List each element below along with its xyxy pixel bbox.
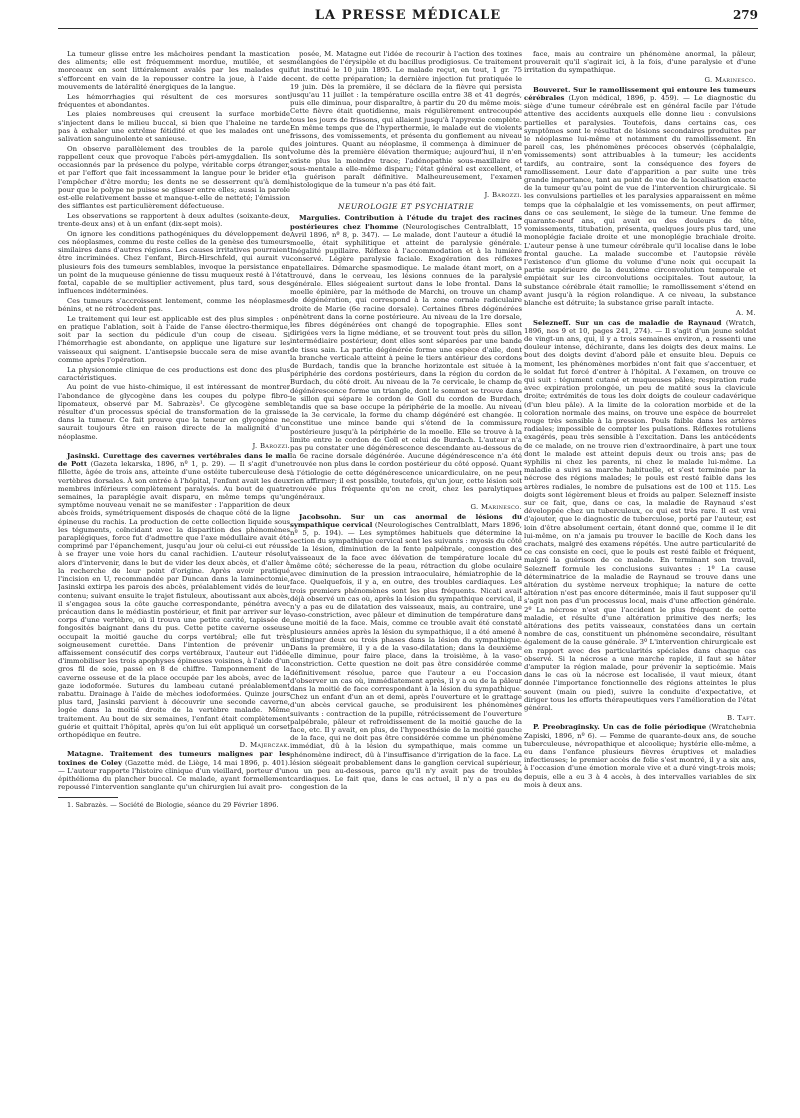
paragraph: La tumeur glisse entre les mâchoires pendant la mastication des aliments; elle est fréquemment mordue, mutilée, et ses morceaux en sont littéralement avalés par les malades qui s'efforcent en vain de la repousser contre la joue, à l'aide de mouvements de latéralité énergiques de la langue. [58,50,290,91]
paragraph: Les observations se rapportent à deux adultes (soixante-deux, trente-deux ans) et à un enfant (dix-sept mois). [58,211,290,229]
article-title: Jacobsohn. Sur un cas anormal de lésions du sympathique cervical [290,512,522,529]
column-3 [524,50,756,1100]
signature: D. Majerczak. [239,740,290,749]
signature: G. Marinesco. [704,76,756,85]
article [524,319,756,713]
paragraph: face, mais au contraire un phénomène anormal, la pâleur, prouverait qu'il s'agirait ici, à la fois, d'une paralysie et d'une irritation du sympathique. [524,50,756,75]
article-title: Matagne. Traitement des tumeurs malignes par les toxines de Coley [58,750,290,767]
article [290,513,522,792]
footnote: 1. Sabrazès. — Société de Biologie, séance du 29 Février 1896. [67,801,279,810]
paragraph: Au point de vue histo-chimique, il est intéressant de montrer l'abondance de glycogène dans les coupes du polype fibro-lipomateux, observé par M. Sabrazès¹. Ce glycogène semble résulter d'un processus spécial de transformation de la graisse dans la tumeur. Ce fait prouve que la teneur en glycogène ne saurait toujours être en raison directe de la malignité d'un néoplasme. [58,383,290,441]
page-number: 279 [732,8,758,22]
column-2 [290,50,522,1100]
article-body: (Gazeta lekarska, 1896, nº 1, p. 29). — Il s'agit d'une fillette, âgée de trois ans, atteinte d'une ostéite tuberculeuse des vertèbres dorsales. À son entrée à l'hôpital, l'enfant avait les deux membres inférieurs complètement paralysés. Au bout de quatre semaines, la paraplégie avait disparu, en même temps qu'un symptôme nouveau venait ne se manifester : l'apparition de deux abcès froids, symétriquement disposés de chaque côté de la ligne épineuse du rachis. La production de cette collection liquide sous les téguments, coïncidant avec la disparition des phénomènes paraplégiques, force fut d'admettre que l'axe médullaire avait été comprimé par l'épanchement, jusqu'au jour où celui-ci eut réussi à se frayer une voie hors du canal rachidien. L'auteur résolut alors d'intervenir, dans le but de vider les deux abcès, et d'aller à la recherche de leur point d'origine. Après avoir pratiqué l'incision en U, recommandée par Duncan dans la laminectomie, Jasinski extirpa les parois des abcès, préalablement vidés de leur contenu; suivant ensuite le trajet fistuleux, aboutissant aux abcès, il s'engagea sous la côte gauche correspondante, pénétra avec précaution dans le médiastin postérieur, et finit par arriver sur le corps d'une vertèbre, où il trouva une petite cavité, tapissée de fongosités baignant dans du pus. Cette petite caverne osseuse occupait la moitié gauche du corps vertébral; elle fut très soigneusement curettée. Dans l'intention de prévenir un affaissement consécutif des corps vertébraux, l'auteur eut l'idée d'immobiliser les trois apophyses épineuses voisines, à l'aide d'un gros fil de soie, passé en 8 de chiffre. Tamponnement de la caverne osseuse et de la place occupée par les abcès, avec de la gaze iodoformée. Sutures du lambeau cutané préalablement rabattu. Drainage à l'aide de mèches iodoformées. Quinze jours plus tard, Jasinski parvient à découvrir une seconde caverne, logée dans la moitié droite de la vertèbre malade. Même traitement. Au bout de six semaines, l'enfant était complètement guérie et quittait l'hôpital, après qu'on lui eût appliqué un corset orthopédique en feutre. [58,460,290,739]
footnote-rule [58,797,118,798]
column-1 [58,50,290,1100]
article-body: (Gazette méd. de Liège, 14 mai 1896, p. 401). — L'auteur rapporte l'histoire clinique d'un vieillard, porteur d'un épithélioma du plancher buccal. Ce malade, ayant formellement repoussé l'intervention sanglante qu'un chirurgien lui avait pro- [58,758,290,792]
section-heading: NEUROLOGIE ET PSYCHIATRIE [338,202,474,212]
article-body: (Neurologisches Centralblatt, Mars 1896, nº 5, p. 194). — Les symptômes habituels que détermine la section du sympathique cervical sont les suivants : myosis du côté de la lésion, diminution de la fente palpébrale, congestion des vaisseaux de la face avec élévation de température locale du même côté; sécheresse de la peau, rétraction du globe oculaire avec diminution de la pression intraoculaire, hémiatrophie de la face. Quelquefois, il y a, en outre, des troubles cardiaques. Les trois premiers phénomènes sont les plus fréquents. Nicati avait déjà observé un cas où, après la lésion du sympathique cervical, il n'y a pas eu de dilatation des vaisseaux, mais, au contraire, une vaso-constriction, avec pâleur et diminution de température dans une moitié de la face. Mais, comme ce trouble avait été constaté plusieurs années après la lésion du sympathique, il a été amené à distinguer deux ou trois phases dans la lésion du sympathique. Dans la première, il y a de la vaso-dilatation; dans la deuxième elle diminue, pour faire place, dans la troisième, à la vaso-constriction. Cette question ne doit pas être considérée comme définitivement résolue, parce que l'auteur a eu l'occasion d'observer un cas où, immédiatement après, il y a eu de la pâleur dans la moitié de face correspondant à la lésion du sympathique. Chez un enfant d'un an et demi, après l'ouverture et le grattage d'un abcès cervical gauche, se produisirent les phénomènes suivants : contraction de la pupille, rétrécissement de l'ouverture palpébrale, pâleur et refroidissement de la moitié gauche de la face, etc. Il y avait, en plus, de l'hypoesthésie de la moitié gauche de la face, qui ne doit pas être considérée comme un phénomène immédiat, dû à la lésion du sympathique, mais comme un phénomène indirect, dû à l'insuffisance d'irrigation de la face. La lésion siégeait probablement dans le ganglion cervical supérieur, ou un peu au-dessous, parce qu'il n'y avait pas de troubles cardiaques. Le fait que, dans le cas actuel, il n'y a pas eu de congestion de la [290,520,522,792]
paragraph: Les plaies nombreuses qui creusent la surface morbide s'injectent dans le milieu buccal, si bien que l'haleine ne tarde pas à exhaler une extrême fétidité et que les malades ont une salivation sanguinolente et sanieuse. [58,110,290,144]
signature: G. Marinesco. [470,502,522,511]
article [524,723,756,789]
article-title: P. Preobraginsky. Un cas de folie périodique [533,723,707,732]
paragraph: posée, M. Matagne eut l'idée de recourir à l'action des toxines mélangées de l'érysipèle et du bacillus prodigiosus. Ce traitement fut institué le 10 juin 1895. Le malade reçut, en tout, 1 gr. 75 cent. de cette préparation; la dernière injection fut pratiquée le 19 juin. Dès la première, il se déclara de la fièvre qui persista jusqu'au 11 juillet : la température oscilla entre 38 et 41 degrés, puis elle diminua, pour disparaître, à partir du 20 du même mois. Cette fièvre était quotidienne, mais régulièrement entrecoupée tous les jours de frissons, qui allaient jusqu'à l'apyrexie complète. En même temps que de l'hyperthermie, le malade eut de violents frissons, des vomissements, et présenta du gonflement au niveau des jointures. Quant au néoplasme, il commença à diminuer de volume dès la première élévation thermique; aujourd'hui, il n'en existe plus la moindre trace; l'adénopathie sous-maxillaire et sous-mentale a elle-même disparu; l'état général est excellent, et la guérison paraît définitive. Malheureusement, l'examen histologique de la tumeur n'a pas été fait. [290,50,522,190]
article-body: (Wratchebnia Zapiski, 1896, nº 6). — Femme de quarante-deux ans, de souche tuberculeuse, névropathique et alcoolique; hystérie elle-même, a eu dans l'enfance plusieurs fièvres éruptives et maladies infectieuses; le premier accès de folie s'est montré, il y a six ans, à l'occasion d'une émotion morale vive et a duré vingt-trois mois; depuis, elle a eu 3 à 4 accès, à des intervalles variables de six mois à deux ans. [524,723,756,789]
article [524,86,756,307]
journal-title: LA PRESSE MÉDICALE [314,8,502,23]
signature: A. M. [735,308,756,317]
paragraph: On observe parallèlement des troubles de la parole qui rappellent ceux que provoque l'abcès péri-amygdalien. Ils sont occasionnés par la présence du polype, véritable corps étranger, et par l'effort que fait incessamment la langue pour le brider et l'empêcher d'être mordu; les dents ne se desserrent qu'à demi pour que le polype ne puisse se glisser entre elles; aussi la parole est-elle relativement basse et manque-t-elle de netteté; l'émission des sifflantes est particulièrement défectueuse. [58,144,290,211]
article-title: Bouveret. Sur le ramollissement qui entoure les tumeurs cérébrales [524,85,756,103]
article-body: (Wratch, 1896, nos 9 et 10, pages 241, 274). — Il s'agit d'un jeune soldat de vingt-un ans, qui, il y a trois semaines environ, a ressenti une douleur intense, déchirante, dans les doigts des deux mains. Le bout des doigts devint d'abord pâle et ensuite bleu. Depuis ce moment, les phénomènes morbides n'ont fait que s'accentuer, et le soldat fut forcé d'entrer à l'hôpital. A l'examen, on trouve ce qui suit : tégument cutané et muqueuses pâles; respiration rude avec expiration prolongée, un peu de matité sous la clavicule droite; extrémités de tous les doix doigts de couleur cadavérique (d'un bleu pâle). A la limite de la coloration morbide et de la coloration normale des mains, on trouve une espèce de bourrelet rouge très sensible à la pression. Pouls faible dans les artères radiales; impossible de compter les pulsations. Réflexes rotuliens exagérés, peau très sensible à l'excitation. Dans les antécédents de ce malade, on ne trouve rien d'extraordinaire, à part une toux dont le malade est atteint depuis deux ou trois ans; pas de syphilis ni chez les parents, ni chez le malade lui-même. La maladie a suivi sa marche habituelle, et s'est terminée par la nécrose des régions malades; le pouls est resté faible dans les artères radiales, le nombre de pulsations est de 100 et 115. Les doigts sont légèrement bleus et froids au palper. Selezneff insiste sur ce fait, que, dans ce cas, la maladie de Raynaud s'est développée chez un tuberculeux, ce qui est très rare. Il est vrai d'ajouter, que le diagnostic de tuberculose, porté par l'auteur, est loin d'être absolument certain, étant donné que, comme il le dit lui-même, on n'a jamais pu trouver le bacille de Koch dans les crachats, malgré des examens répétés. Une autre particularité de ce cas consiste en ceci, que le pouls est resté faible et fréquent, malgré la guérison de ce malade. En terminant son travail, Selezneff formule les conclusions suivantes : 1º La cause déterminatrice de la maladie de Raynaud se trouve dans une altération du système nerveux trophique; la nature de cette altération n'est pas encore déterminée, mais il faut supposer qu'il s'agit non pas d'un processus local, mais d'une affection générale. 2º La nécrose n'est que l'accident le plus fréquent de cette maladie, et résulte d'une altération primitive des nerfs; les altérations des petits vaisseaux, constatées dans un certain nombre de cas, constituent un phénomène secondaire, résultant également de la cause générale. 3º L'intervention chirurgicale est en rapport avec des particularités spéciales dans chaque cas observé. Si la nécrose a une marche rapide, il faut se hâter d'amputer la région malade, pour prévenir la septicémie. Mais dans le cas où la nécrose est localisée, il vaut mieux, étant donnée l'importance fonctionnelle des régions atteintes le plus souvent (main ou pied), suivre la conduite d'expectative, et diriger tous les efforts thérapeutiques vers l'amélioration de l'état général. [524,318,756,713]
article-title: Jasinski. Curettage des cavernes vertébrales dans le mal de Pott [58,452,290,469]
signature: J. Barozzi. [484,190,522,199]
article-body: (Neurologisches Centralblatt, 15 Avril 1896, nº 8, p. 347). — Le malade, dont l'auteur a étudié la moelle, était syphilitique et atteint de paralysie générale. Inégalité pupillaire. Réflexe à l'accommodation et à la lumière conservé. Légère paralysie faciale. Exagération des réflexes patellaires. Démarche spasmodique. Le malade étant mort, on a trouvé, dans le cerveau, les lésions connues de la paralysie générale. Elles siégeaient surtout dans le lobe frontal. Dans la moelle épinière, par la méthode de Marchi, on trouve un champ de dégénération, qui correspond à la zone cornale radiculaire droite de Marie (6e racine dorsale). Certaines fibres dégénérées pénètrent dans la corne postérieure. Au niveau de la 1re dorsale, les fibres dégénérées ont changé de topographie. Elles sont dirigées vers la ligne médiane, et se trouvent tout près du sillon intermédiaire postérieur, dont elles sont séparées par une bande de tissu sain. La partie dégénérée forme une espèce d'aile, dont la branche verticale atteint à peine le tiers antérieur des cordons de Burdach, tandis que la branche horizontale est située à la périphérie des cordons postérieurs, dans la région du cordon de Burdach, du côté droit. Au niveau de la 7e cervicale, le champ de dégénérescence forme un triangle, dont le sommet se trouve dans le sillon qui sépare le cordon de Goll du cordon de Burdach, tandis que sa base occupe la périphérie de la moelle. Au niveau de la 3e cervicale, la forme du champ dégénéré est changée. Il constitue une mince bande qui s'étend de la commissure postérieure jusqu'à la périphérie de la moelle. Elle se trouve à la limite entre le cordon de Goll et celui de Burdach. L'auteur n'a pas pu constater une dégénérescence descendante au-dessous de la 6e racine dorsale dégénérée. Aucune dégénérescence n'a été trouvée non plus dans le cordon postérieur du côté opposé. Quant à l'étiologie de cette dégénérescence unicardiculaire, on ne peut rien affirmer; il est possible, toutefois, qu'un jour, cette lésion soit trouvée plus fréquente qu'on ne croit, chez les paralytiques généraux. [290,222,522,502]
article [290,214,522,501]
signature: J. Barozzi. [252,442,290,451]
paragraph: Ces tumeurs s'accroissent lentement, comme les néoplasmes bénins, et ne rétrocèdent pas. [58,296,290,314]
article-title: Selezneff. Sur un cas de maladie de Raynaud [533,318,722,327]
page-header [58,8,758,28]
paragraph: On ignore les conditions pathogéniques du développement de ces néoplasmes, comme du reste celles de la genèse des tumeurs similaires dans d'autres régions. Les causes irritatives pourraient être incriminées. Chez l'enfant, Birch-Hirschfeld, qui aurait vu plusieurs fois des tumeurs semblables, invoque la persistance en un point de la muqueuse génienne de tissu muqueux resté à l'état fœtal, capable de se multiplier activement, plus tard, sous des influences indéterminées. [58,229,290,296]
paragraph: Le traitement qui leur est applicable est des plus simples : on en pratique l'ablation, soit à l'aide de l'anse électro-thermique, soit par la section du pédicule d'un coup de ciseau. Si l'hémorrhagie est abondante, on applique une ligature sur les vaisseaux qui saignent. L'antisepsie buccale sera de mise avant comme après l'opération. [58,314,290,364]
paragraph: Les hémorrhagies qui résultent de ces morsures sont fréquentes et abondantes. [58,92,290,109]
article-title: Margulies. Contribution à l'étude du trajet des racines postérieures chez l'homme [290,214,522,231]
article [58,750,290,791]
paragraph: La physionomie clinique de ces productions est donc des plus caractéristiques. [58,365,290,382]
header-rule [58,28,758,29]
article-body: (Lyon médical, 1896, p. 459). — Le diagnostic du siège d'une tumeur cérébrale est en général facile par l'étude attentive des accidents auxquels elle donne lieu : convulsions partielles et paralysies. Toutefois, dans certains cas, ces symptômes sont le résultat de lésions secondaires produites par le néoplasme lui-même et notamment du ramollissement. En pareil cas, les phénomènes précoces observés (céphalalgie, vomissements) sont attribuables à la tumeur; les accidents tardifs, au contraire, sont la conséquence des foyers de ramollissement. Leur date d'apparition a par suite une très grande importance, tant au point de vue de la localisation exacte de la tumeur qu'au point de vue de l'intervention chirurgicale. Si les convulsions partielles et les paralysies apparaissent en même temps que la céphalalgie et les vomissements, on peut affirmer, dans ce cas seulement, le siège de la tumeur. Une femme de quarante-neuf ans, qui avait eu des douleurs de tête, vomissements, titubation, présenta, quelques jours plus tard, une monoplégie faciale droite et une monoplégie brachiale droite. L'auteur pense à une tumeur cérébrale qu'il localise dans le lobe frontal gauche. La malade succombe et l'autopsie révèle l'existence d'un gliome du volume d'une noix qui occupait la partie supérieure de la deuxième circonvolution temporale et empiétait sur les circonvolutions occipitales. Tout autour, la substance cérébrale était ramollie; le ramollissement s'étend en avant jusqu'à la région rolandique. A ce niveau, la substance blanche est détruite; la substance grise paraît intacte. [524,94,756,308]
article [58,452,290,739]
signature: B. Taft. [726,713,756,722]
